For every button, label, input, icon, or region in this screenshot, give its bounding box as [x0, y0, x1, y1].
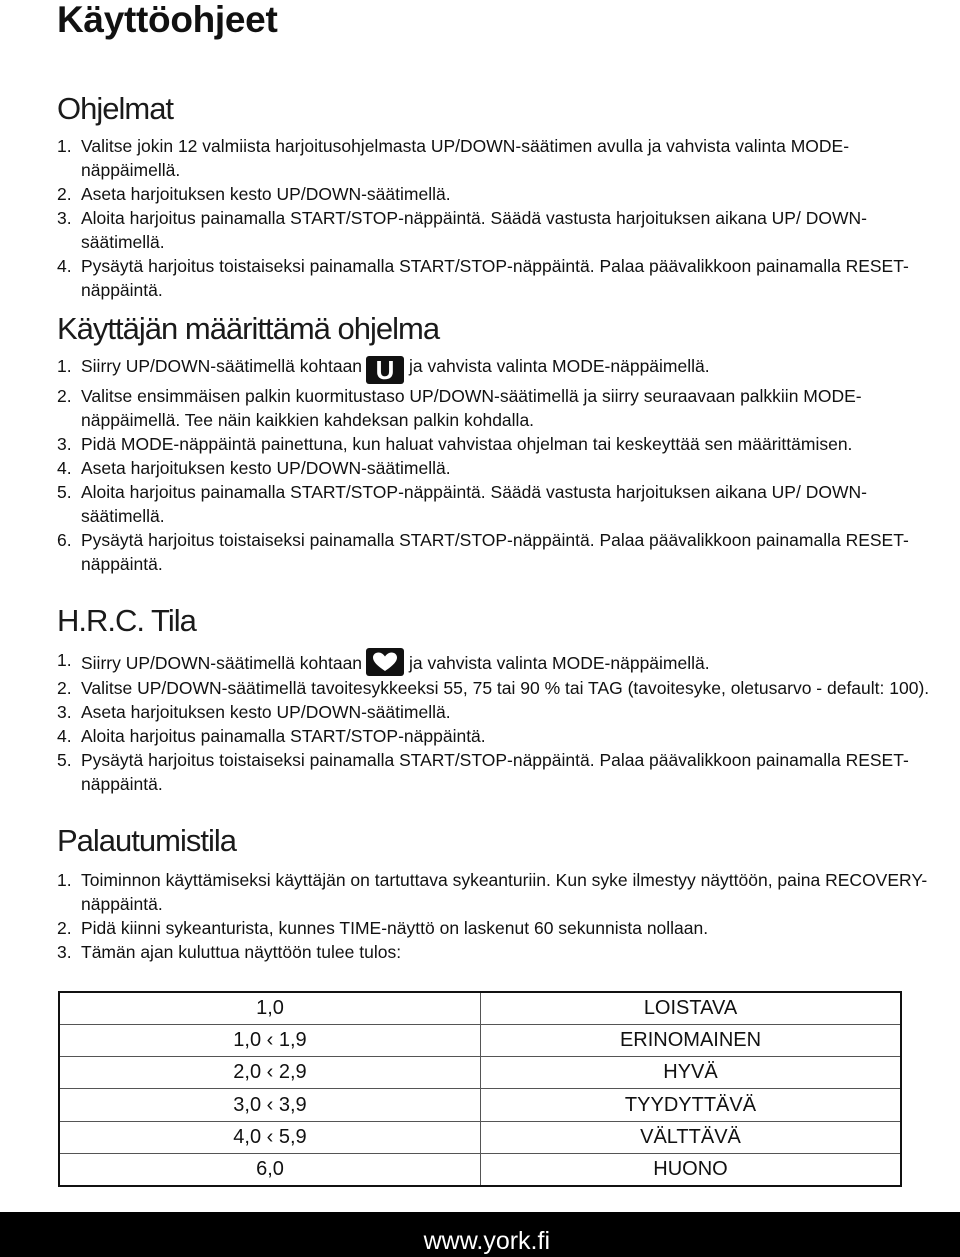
step-number: 4. [57, 256, 72, 276]
list-item [57, 384, 937, 432]
step-number: 1. [57, 650, 72, 670]
rating-cell: TYYDYTTÄVÄ [481, 1089, 902, 1121]
step-number: 3. [57, 208, 72, 228]
list-item [57, 432, 937, 456]
table-row [59, 1089, 901, 1121]
step-text: Aseta harjoituksen kesto UP/DOWN-säätimellä. [81, 458, 451, 478]
step-text: Aloita harjoitus painamalla START/STOP-näppäintä. [81, 726, 486, 746]
user-program-steps [57, 354, 937, 576]
section-heading-ohjelmat: Ohjelmat [57, 91, 174, 126]
list-item [57, 354, 937, 384]
list-item [57, 700, 937, 724]
table-row [59, 1153, 901, 1186]
step-text: Aseta harjoituksen kesto UP/DOWN-säätimellä. [81, 702, 451, 722]
step-number: 4. [57, 726, 72, 746]
user-u-glyph: U [375, 355, 395, 385]
step-number: 1. [57, 356, 72, 376]
step-text: Tämän ajan kuluttua näyttöön tulee tulos: [81, 942, 402, 962]
step-text-after: ja vahvista valinta MODE-näppäimellä. [409, 653, 710, 673]
step-number: 2. [57, 918, 72, 938]
step-text: Valitse jokin 12 valmiista harjoitusohjelmasta UP/DOWN-säätimen avulla ja vahvista valinta MODE-näppäimellä. [81, 136, 850, 180]
step-text: Valitse UP/DOWN-säätimellä tavoitesykkeeksi 55, 75 tai 90 % tai TAG (tavoitesyke, oletusarvo - default: 100). [81, 678, 930, 698]
step-text: Toiminnon käyttämiseksi käyttäjän on tartuttava sykeanturiin. Kun syke ilmestyy näyttöön, paina RECOVERY-näppäintä. [81, 870, 928, 914]
rating-cell: HUONO [481, 1153, 902, 1186]
step-number: 1. [57, 136, 72, 156]
recovery-steps [57, 868, 937, 964]
list-item [57, 868, 937, 916]
list-item [57, 648, 937, 676]
list-item [57, 528, 937, 576]
step-text: Pysäytä harjoitus toistaiseksi painamalla START/STOP-näppäintä. Palaa päävalikkoon painamalla RESET-näppäintä. [81, 530, 909, 574]
step-number: 6. [57, 530, 72, 550]
step-text-before: Siirry UP/DOWN-säätimellä kohtaan [81, 356, 363, 376]
table-row [59, 992, 901, 1025]
step-number: 2. [57, 678, 72, 698]
ohjelmat-steps [57, 134, 937, 302]
list-item [57, 676, 937, 700]
hrc-steps [57, 648, 937, 796]
step-text: Pidä MODE-näppäintä painettuna, kun haluat vahvistaa ohjelman tai keskeyttää sen määrittämisen. [81, 434, 853, 454]
section-heading-recovery: Palautumistila [57, 823, 236, 858]
step-number: 3. [57, 942, 72, 962]
list-item [57, 182, 937, 206]
step-number: 5. [57, 750, 72, 770]
list-item [57, 916, 937, 940]
table-row [59, 1025, 901, 1057]
table-row [59, 1057, 901, 1089]
step-number: 3. [57, 702, 72, 722]
user-u-icon [366, 356, 404, 384]
list-item [57, 206, 937, 254]
step-text: Pidä kiinni sykeanturista, kunnes TIME-näyttö on laskenut 60 sekunnista nollaan. [81, 918, 709, 938]
list-item [57, 724, 937, 748]
step-text: Aseta harjoituksen kesto UP/DOWN-säätimellä. [81, 184, 451, 204]
list-item [57, 456, 937, 480]
page-title: Käyttöohjeet [57, 0, 278, 40]
range-cell: 1,0 [59, 992, 481, 1025]
step-number: 5. [57, 482, 72, 502]
footer-url: www.york.fi [423, 1227, 550, 1255]
footer-bar [0, 1212, 960, 1257]
heart-icon [366, 648, 404, 676]
section-heading-hrc: H.R.C. Tila [57, 603, 196, 638]
step-text: Aloita harjoitus painamalla START/STOP-näppäintä. Säädä vastusta harjoituksen aikana UP/ DOWN-säätimellä. [81, 208, 867, 252]
rating-cell: VÄLTTÄVÄ [481, 1121, 902, 1153]
step-text: Pysäytä harjoitus toistaiseksi painamalla START/STOP-näppäintä. Palaa päävalikkoon painamalla RESET-näppäintä. [81, 750, 909, 794]
step-text-before: Siirry UP/DOWN-säätimellä kohtaan [81, 653, 363, 673]
step-number: 1. [57, 870, 72, 890]
list-item [57, 134, 937, 182]
section-heading-user-program: Käyttäjän määrittämä ohjelma [57, 311, 440, 346]
table-row [59, 1121, 901, 1153]
list-item [57, 748, 937, 796]
step-number: 2. [57, 386, 72, 406]
list-item [57, 940, 937, 964]
list-item [57, 480, 937, 528]
range-cell: 6,0 [59, 1153, 481, 1186]
step-text: Aloita harjoitus painamalla START/STOP-näppäintä. Säädä vastusta harjoituksen aikana UP/ DOWN-säätimellä. [81, 482, 867, 526]
rating-cell: LOISTAVA [481, 992, 902, 1025]
step-number: 2. [57, 184, 72, 204]
step-text: Valitse ensimmäisen palkin kuormitustaso UP/DOWN-säätimellä ja siirry seuraavaan palkkiin MODE-näppäimellä. Tee näin kaikkien kahdeksan palkin kohdalla. [81, 386, 862, 430]
range-cell: 4,0 ‹ 5,9 [59, 1121, 481, 1153]
rating-cell: ERINOMAINEN [481, 1025, 902, 1057]
step-text-after: ja vahvista valinta MODE-näppäimellä. [409, 356, 710, 376]
recovery-results-table [58, 991, 902, 1187]
list-item [57, 254, 937, 302]
rating-cell: HYVÄ [481, 1057, 902, 1089]
step-number: 4. [57, 458, 72, 478]
range-cell: 2,0 ‹ 2,9 [59, 1057, 481, 1089]
range-cell: 3,0 ‹ 3,9 [59, 1089, 481, 1121]
range-cell: 1,0 ‹ 1,9 [59, 1025, 481, 1057]
step-number: 3. [57, 434, 72, 454]
step-text: Pysäytä harjoitus toistaiseksi painamalla START/STOP-näppäintä. Palaa päävalikkoon painamalla RESET-näppäintä. [81, 256, 909, 300]
